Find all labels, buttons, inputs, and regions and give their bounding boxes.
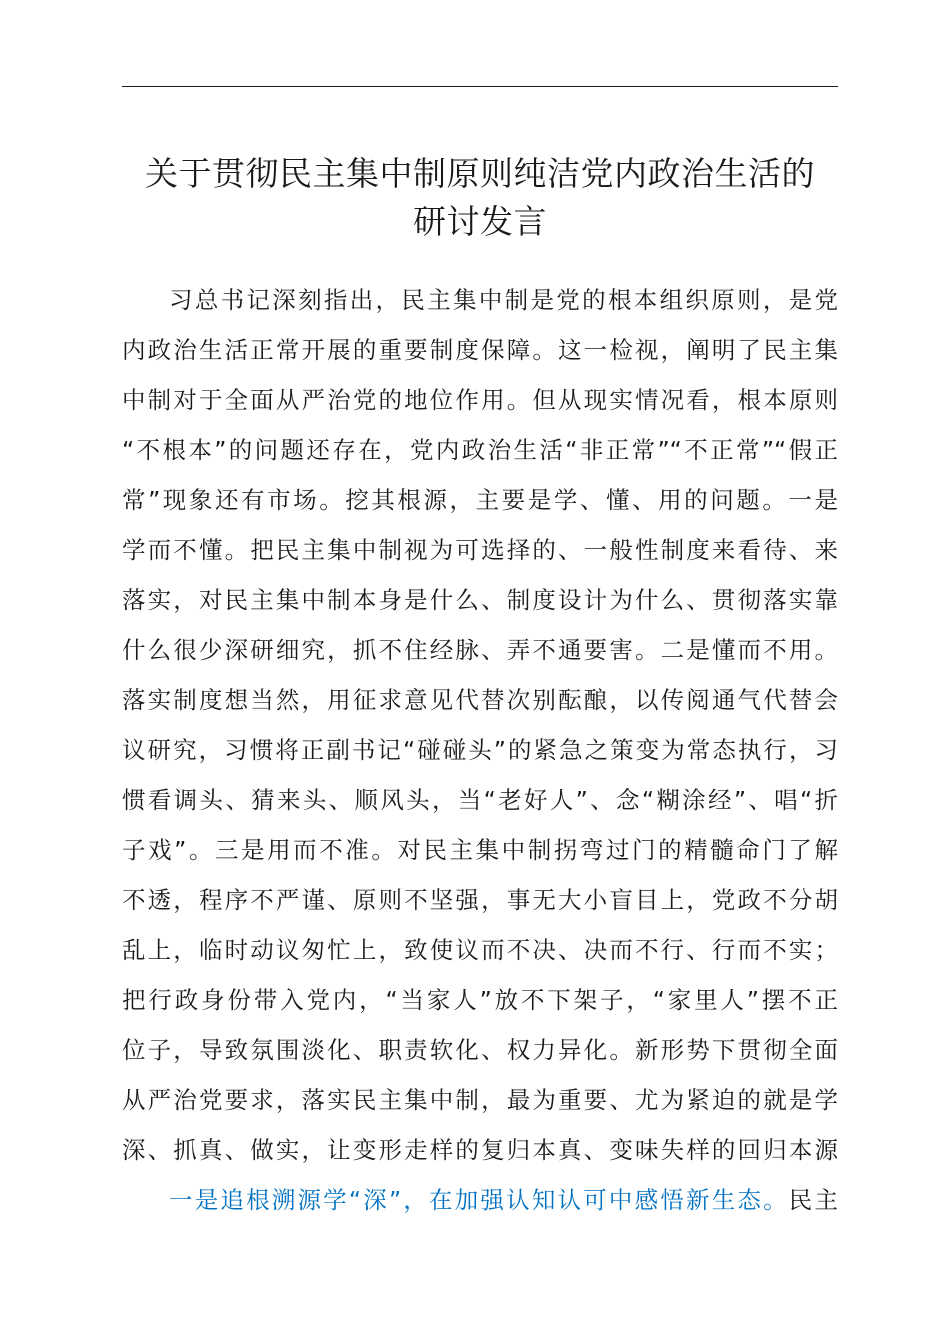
paragraph-line: 中制对于全面从严治党的地位作用。但从现实情况看，根本原则 <box>122 386 838 414</box>
paragraph-line: 习总书记深刻指出，民主集中制是党的根本组织原则，是党 <box>169 286 838 314</box>
title-line-2: 研讨发言 <box>413 202 547 241</box>
header-rule <box>122 86 838 87</box>
section-heading: 一是追根溯源学“深”，在加强认知认可中感悟新生态。 <box>169 1186 789 1214</box>
paragraph-line: 乱上，临时动议匆忙上，致使议而不决、决而不行、行而不实； <box>122 936 838 964</box>
paragraph-line: 常”现象还有市场。挖其根源，主要是学、懂、用的问题。一是 <box>122 486 838 514</box>
title-line-1: 关于贯彻民主集中制原则纯洁党内政治生活的 <box>145 154 815 193</box>
document-body <box>122 275 838 1225</box>
paragraph-line: 把行政身份带入党内，“当家人”放不下架子，“家里人”摆不正 <box>122 986 838 1014</box>
section-text: 民主 <box>788 1186 838 1214</box>
paragraph-line: 内政治生活正常开展的重要制度保障。这一检视，阐明了民主集 <box>122 336 838 364</box>
paragraph-line: 深、抓真、做实，让变形走样的复归本真、变味失样的回归本源 <box>122 1136 838 1164</box>
paragraph-line: 惯看调头、猜来头、顺风头，当“老好人”、念“糊涂经”、唱“折 <box>122 786 838 814</box>
paragraph-line: “不根本”的问题还存在，党内政治生活“非正常”“不正常”“假正 <box>122 436 838 464</box>
paragraph-line: 位子，导致氛围淡化、职责软化、权力异化。新形势下贯彻全面 <box>122 1036 838 1064</box>
paragraph-line: 落实，对民主集中制本身是什么、制度设计为什么、贯彻落实靠 <box>122 586 838 614</box>
paragraph-line: 落实制度想当然，用征求意见代替次别酝酿，以传阅通气代替会 <box>122 686 838 714</box>
paragraph-line: 从严治党要求，落实民主集中制，最为重要、尤为紧迫的就是学 <box>122 1086 838 1114</box>
paragraph-1 <box>122 275 838 1175</box>
paragraph-line: 学而不懂。把民主集中制视为可选择的、一般性制度来看待、来 <box>122 536 838 564</box>
paragraph-line: 子戏”。三是用而不准。对民主集中制拐弯过门的精髓命门了解 <box>122 836 838 864</box>
paragraph-2 <box>122 1175 838 1225</box>
paragraph-line <box>122 1175 838 1225</box>
document-title <box>110 150 850 246</box>
paragraph-line: 不透，程序不严谨、原则不坚强，事无大小盲目上，党政不分胡 <box>122 886 838 914</box>
paragraph-line: 什么很少深研细究，抓不住经脉、弄不通要害。二是懂而不用。 <box>122 636 838 664</box>
paragraph-line: 议研究，习惯将正副书记“碰碰头”的紧急之策变为常态执行，习 <box>122 736 838 764</box>
